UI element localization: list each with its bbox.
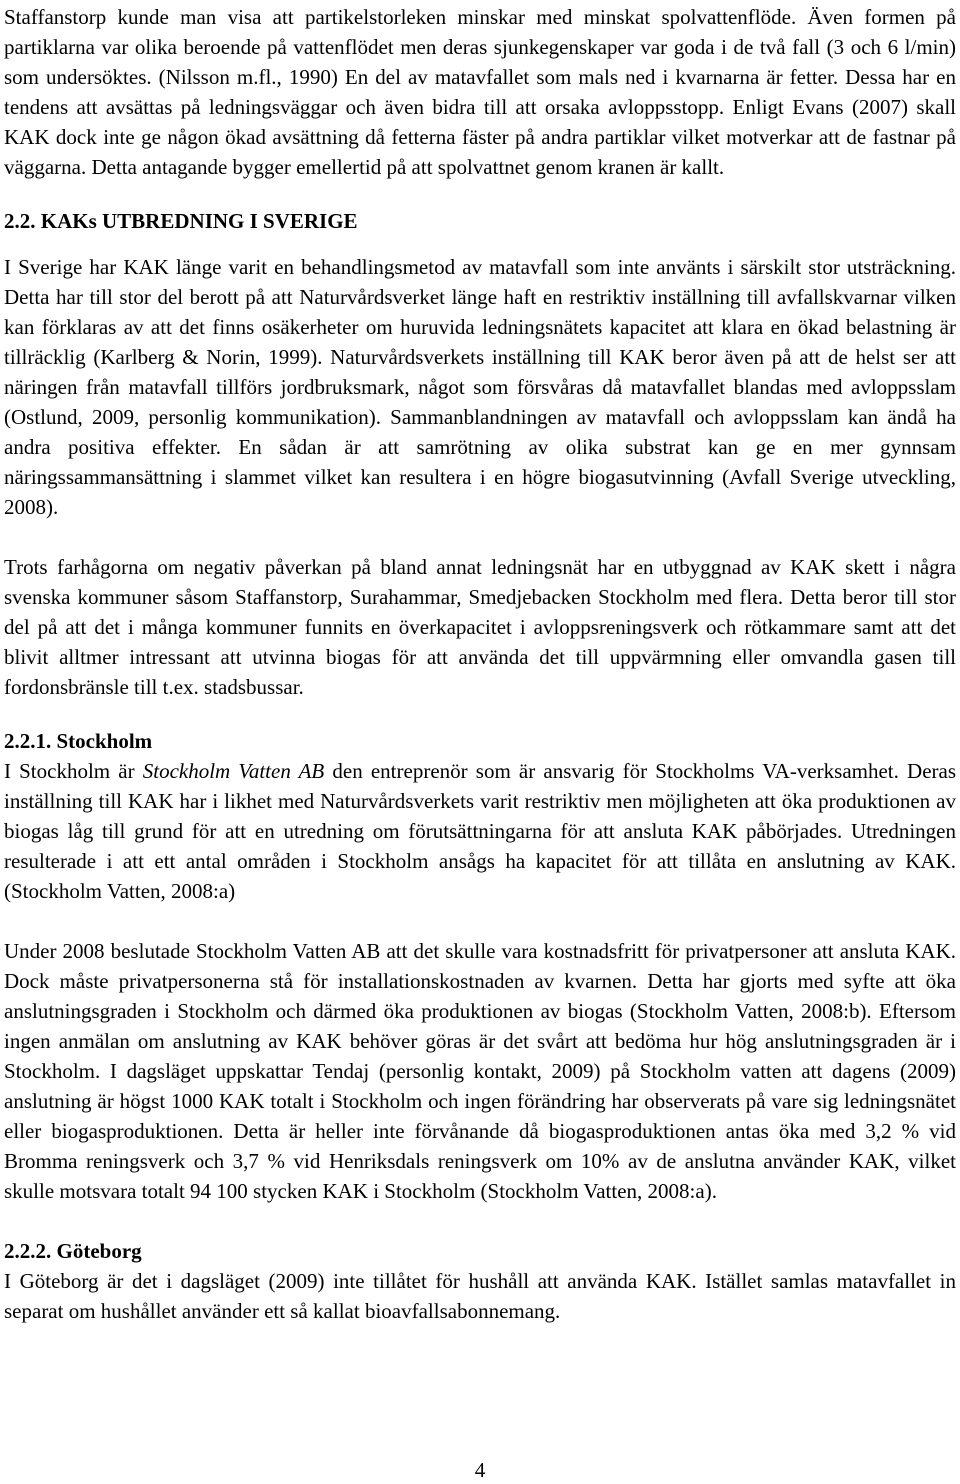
stockholm-paragraph-1-start: I Stockholm är <box>4 759 143 783</box>
subsection-heading-goteborg: 2.2.2. Göteborg <box>4 1239 142 1263</box>
spacer <box>4 236 956 252</box>
stockholm-paragraph-1 <box>4 756 956 906</box>
spacer <box>4 702 956 726</box>
spacer <box>4 906 956 936</box>
section-paragraph-sverige: I Sverige har KAK länge varit en behandlingsmetod av matavfall som inte använts i särskilt stor utsträckning. Detta har till stor del berott på att Naturvårdsverket länge haft en restriktiv inställning till avfallskvarnar vilken kan förklaras av att det finns osäkerheter om huruvida ledningsnätets kapacitet att klara en ökad belastning är tillräcklig (Karlberg & Norin, 1999). Naturvårdsverkets inställning till KAK beror även på att de helst ser att näringen från matavfall tillförs jordbruksmark, något som försvåras då matavfallet blandas med avloppsslam (Ostlund, 2009, personlig kommunikation). Sammanblandningen av matavfall och avloppsslam kan ändå ha andra positiva effekter. En sådan är att samrötning av olika substrat kan ge en mer gynnsam näringssammansättning i slammet vilket kan resultera i en högre biogasutvinning (Avfall Sverige utveckling, 2008). <box>4 255 956 519</box>
intro-paragraph: Staffanstorp kunde man visa att partikelstorleken minskar med minskat spolvattenflöde. Även formen på partiklarna var olika beroende på vattenflödet men deras sjunkegenskaper var goda i de två fall (3 och 6 l/min) som undersöktes. (Nilsson m.fl., 1990) En del av matavfallet som mals ned i kvarnarna är fetter. Dessa har en tendens att avsättas på ledningsväggar och även bidra till att orsaka avloppsstopp. Enligt Evans (2007) skall KAK dock inte ge någon ökad avsättning då fetterna fäster på andra partiklar vilket motverkar att de fastnar på väggarna. Detta antagande bygger emellertid på att spolvattnet genom kranen är kallt. <box>4 5 956 179</box>
section-heading-kak-utbredning: 2.2. KAKs UTBREDNING I SVERIGE <box>4 209 358 233</box>
stockholm-paragraph-2: Under 2008 beslutade Stockholm Vatten AB att det skulle vara kostnadsfritt för privatpersoner att ansluta KAK. Dock måste privatpersonerna stå för installationskostnaden av kvarnen. Detta har gjorts med syfte att öka anslutningsgraden i Stockholm och därmed öka produktionen av biogas (Stockholm Vatten, 2008:b). Eftersom ingen anmälan om anslutning av KAK behöver göras är det svårt att bedöma hur hög anslutningsgraden är i Stockholm. I dagsläget uppskattar Tendaj (personlig kontakt, 2009) på Stockholm vatten att dagens (2009) anslutning är högst 1000 KAK totalt i Stockholm och ingen förändring har observerats på vare sig ledningsnätet eller biogasproduktionen. Detta är heller inte förvånande då biogasproduktionen antas öka med 3,2 % vid Bromma reningsverk och 3,7 % vid Henriksdals reningsverk om 10% av de anslutna använder KAK, vilket skulle motsvara totalt 94 100 stycken KAK i Stockholm (Stockholm Vatten, 2008:a). <box>4 939 956 1203</box>
spacer <box>4 1206 956 1236</box>
section-paragraph-farhagor: Trots farhågorna om negativ påverkan på bland annat ledningsnät har en utbyggnad av KAK skett i några svenska kommuner såsom Staffanstorp, Surahammar, Smedjebacken Stockholm med flera. Detta beror till stor del på att det i många kommuner funnits en överkapacitet i avloppsreningsverk och rötkammare samt att det blivit alltmer intressant att utvinna biogas för att använda det till uppvärmning eller omvandla gasen till fordonsbränsle till t.ex. stadsbussar. <box>4 555 956 699</box>
subsection-heading-stockholm: 2.2.1. Stockholm <box>4 729 153 753</box>
page-number: 4 <box>474 1458 486 1482</box>
stockholm-paragraph-1-end: den entreprenör som är ansvarig för Stockholms VA-verksamhet. Deras inställning till KAK har i likhet med Naturvårdsverkets varit restriktiv men möjligheten att öka produktionen av biogas låg till grund för att en utredning om förutsättningarna för att ansluta KAK påbörjades. Utredningen resulterade i att ett antal områden i Stockholm ansågs ha kapacitet för att tillåta en anslutning av KAK. (Stockholm Vatten, 2008:a) <box>4 759 957 903</box>
company-name-italic: Stockholm Vatten AB <box>142 759 325 783</box>
spacer <box>4 522 956 552</box>
goteborg-paragraph: I Göteborg är det i dagsläget (2009) inte tillåtet för hushåll att använda KAK. Istället samlas matavfallet in separat om hushållet använder ett så kallat bioavfallsabonnemang. <box>4 1269 956 1323</box>
document-page <box>4 2 956 1326</box>
spacer <box>4 182 956 206</box>
